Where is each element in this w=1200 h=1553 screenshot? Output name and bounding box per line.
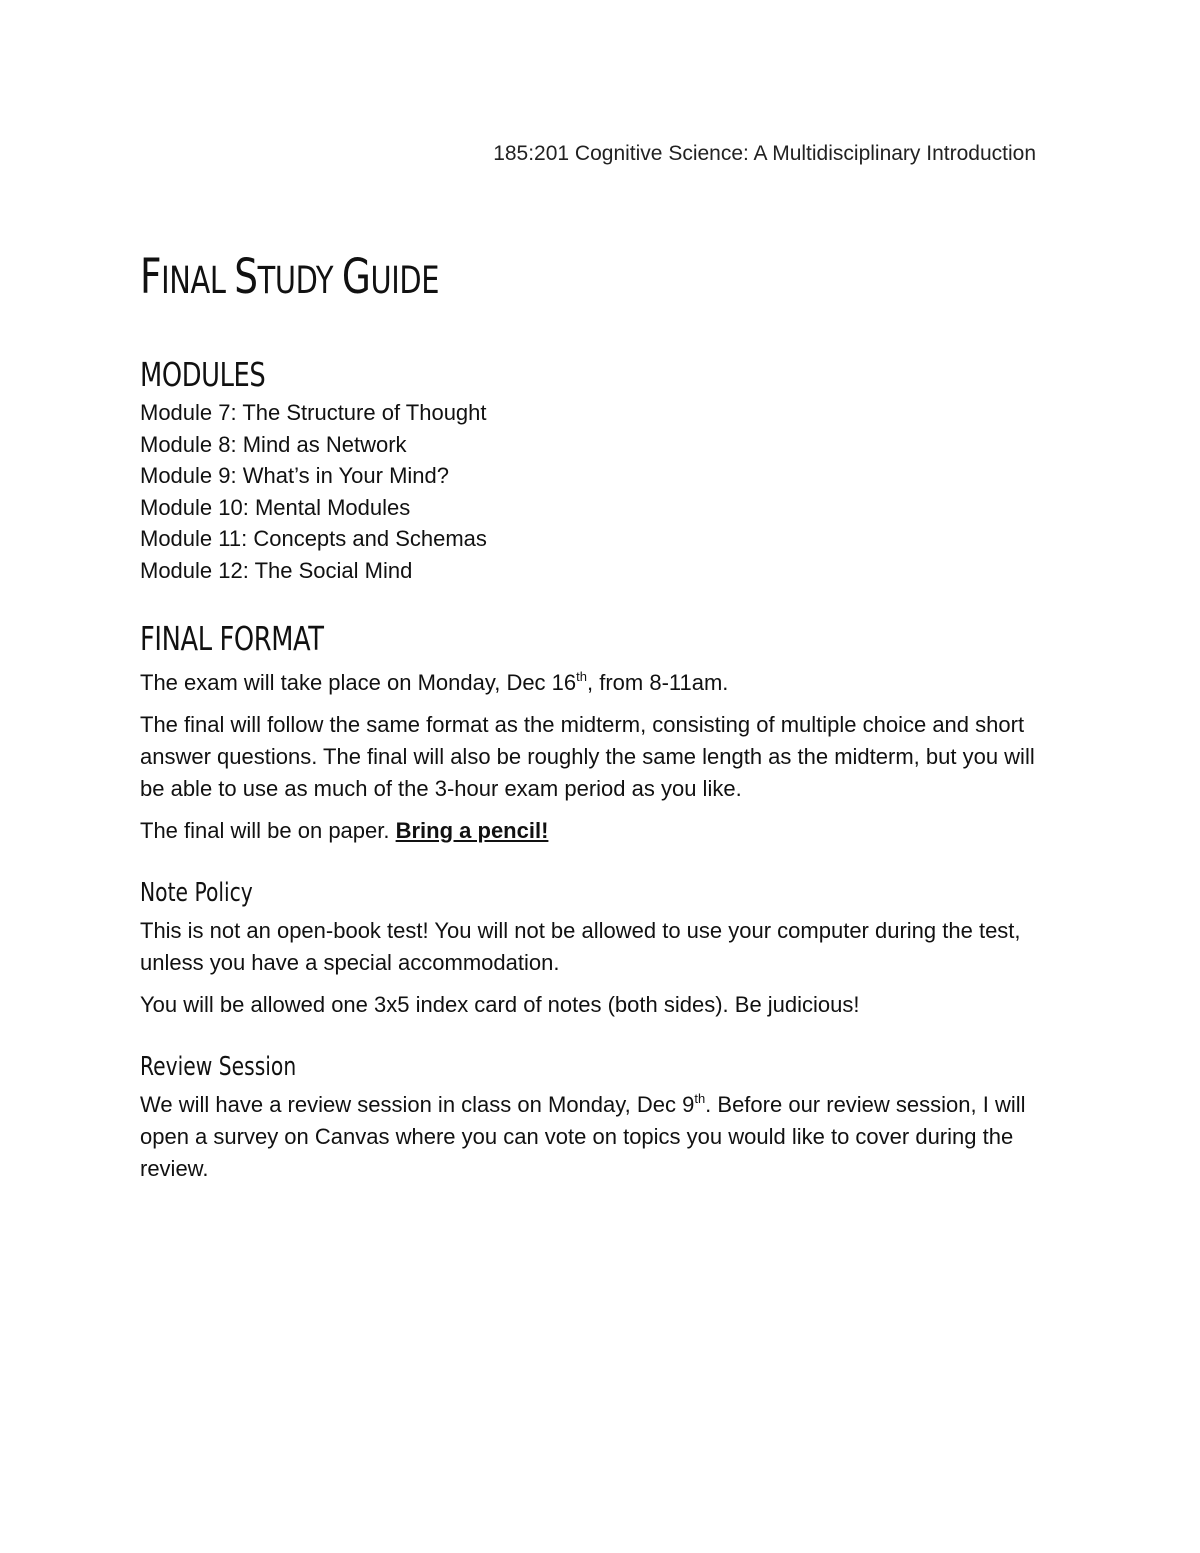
document-title — [140, 245, 858, 313]
index-card-paragraph: You will be allowed one 3x5 index card of notes (both sides). Be judicious! — [140, 991, 860, 1017]
format-description: The final will follow the same format as the midterm, consisting of multiple choice and short answer questions. The final will also be roughly the same length as the midterm, but you will be able to use as much of the 3-hour exam period as you like. — [140, 711, 1035, 801]
title-smallcaps: UIDE — [370, 259, 440, 302]
title-initial: G — [341, 249, 371, 305]
module-item: Module 7: The Structure of Thought — [140, 400, 487, 425]
review-session-paragraph — [140, 1089, 1060, 1185]
module-item: Module 11: Concepts and Schemas — [140, 526, 487, 552]
title-initial: F — [140, 249, 162, 305]
module-item: Module 8: Mind as Network — [140, 431, 407, 457]
course-header: 185:201 Cognitive Science: A Multidisciplinary Introduction — [493, 142, 1036, 165]
exam-date-text: The exam will take place on Monday, Dec 16 — [140, 669, 577, 695]
paper-text: The final will be on paper. — [140, 817, 396, 843]
ordinal-suffix: th — [576, 668, 587, 684]
review-session-heading: Review Session — [140, 1051, 297, 1082]
exam-time-text: , from 8-11am. — [587, 669, 729, 695]
title-smallcaps: TUDY — [257, 259, 342, 302]
review-session-section — [140, 1049, 1060, 1185]
title-initial: S — [234, 249, 258, 305]
paper-paragraph — [140, 815, 1060, 847]
review-date-text: We will have a review session in class on Monday, Dec 9 — [140, 1091, 695, 1117]
exam-date-paragraph — [140, 667, 1060, 699]
modules-heading: MODULES — [140, 355, 266, 394]
module-item: Module 9: What’s in Your Mind? — [140, 463, 449, 489]
note-policy-paragraph: This is not an open-book test! You will not be allowed to use your computer during the test, unless you have a special accommodation. — [140, 917, 1021, 975]
module-list — [140, 397, 1060, 587]
module-item: Module 10: Mental Modules — [140, 494, 411, 520]
note-policy-section — [140, 875, 1060, 1021]
review-details-text: . Before our review session, I will open a survey on Canvas where you can vote on topics you would like to cover during the review. — [140, 1091, 1026, 1181]
module-item: Module 12: The Social Mind — [140, 557, 413, 583]
title-smallcaps: INAL — [161, 259, 235, 302]
note-policy-heading: Note Policy — [140, 877, 253, 908]
pencil-reminder: Bring a pencil! — [395, 817, 549, 843]
final-format-heading: FINAL FORMAT — [140, 618, 324, 658]
modules-section — [140, 353, 1060, 587]
final-format-section — [140, 617, 1060, 847]
document-body — [140, 245, 1060, 1185]
ordinal-suffix: th — [694, 1090, 706, 1106]
